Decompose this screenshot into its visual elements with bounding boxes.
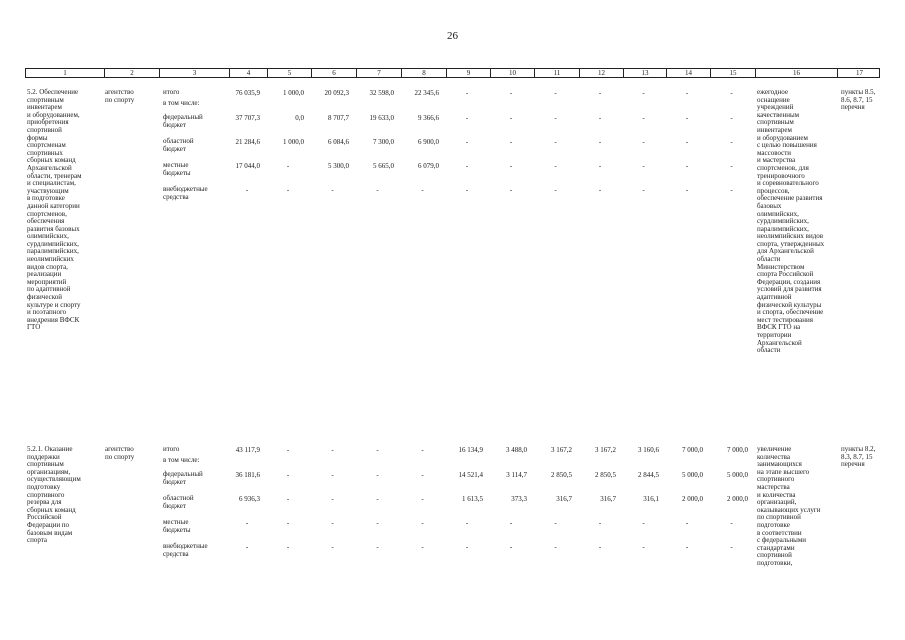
value-cell: - xyxy=(465,543,469,551)
value-cell: - xyxy=(730,519,733,527)
column-header-13: 13 xyxy=(623,69,666,77)
value-cell: - xyxy=(509,138,513,146)
column-header-14: 14 xyxy=(666,69,710,77)
value-cell: - xyxy=(598,114,602,122)
value-cell: - xyxy=(509,89,513,97)
value-cell: 2 850,5 xyxy=(551,471,572,479)
column-header-7: 7 xyxy=(356,69,401,77)
value-cell: - xyxy=(421,446,424,454)
value-cell: 14 521,4 xyxy=(458,471,483,479)
value-cell: 22 345,6 xyxy=(414,89,439,97)
value-cell: - xyxy=(730,186,733,194)
funding-source: в том числе: xyxy=(163,99,200,107)
funding-source: местные бюджеты xyxy=(163,518,191,534)
column-header-6: 6 xyxy=(311,69,356,77)
value-cell: - xyxy=(685,543,689,551)
column-header-2: 2 xyxy=(104,69,159,77)
value-cell: - xyxy=(685,162,689,170)
value-cell: - xyxy=(554,114,557,122)
value-cell: - xyxy=(598,543,602,551)
value-cell: 7 000,0 xyxy=(682,446,703,454)
page-number: 26 xyxy=(447,30,458,42)
measure-title: 5.2.1. Оказание поддержки спортивным организациям, осуществляющим подготовку спортивного резерва для сборных команд Российской Федерации по базовым видам спорта xyxy=(27,445,81,545)
expected-result: увеличение количества занимающихся на этапе высшего спортивного мастерства и количества организаций, оказывающих услуги по спортивной подготовке в соответствии с федеральными стандартами спортивной подготовки, xyxy=(757,445,821,567)
column-header-3: 3 xyxy=(159,69,229,77)
value-cell: - xyxy=(286,519,290,527)
value-cell: 5 665,0 xyxy=(373,162,394,170)
value-cell: 3 167,2 xyxy=(551,446,572,454)
value-cell: - xyxy=(286,543,290,551)
value-cell: - xyxy=(286,495,290,503)
column-header-16: 16 xyxy=(755,69,837,77)
value-cell: 32 598,0 xyxy=(369,89,394,97)
value-cell: 373,3 xyxy=(511,495,527,503)
value-cell: - xyxy=(598,186,602,194)
value-cell: 3 488,0 xyxy=(506,446,527,454)
column-header-4: 4 xyxy=(229,69,267,77)
value-cell: - xyxy=(245,186,249,194)
value-cell: 5 000,0 xyxy=(727,471,748,479)
value-cell: 37 707,3 xyxy=(235,114,260,122)
column-header-11: 11 xyxy=(534,69,579,77)
column-header-12: 12 xyxy=(579,69,623,77)
value-cell: - xyxy=(421,519,424,527)
value-cell: 6 079,0 xyxy=(418,162,439,170)
value-cell: - xyxy=(642,543,645,551)
value-cell: - xyxy=(598,519,602,527)
value-cell: 6 936,3 xyxy=(239,495,260,503)
funding-source: местные бюджеты xyxy=(163,161,191,177)
column-header-17: 17 xyxy=(837,69,881,77)
value-cell: 36 181,6 xyxy=(235,471,260,479)
value-cell: - xyxy=(598,162,602,170)
value-cell: - xyxy=(286,446,290,454)
value-cell: - xyxy=(286,162,290,170)
value-cell: - xyxy=(376,495,379,503)
value-cell: - xyxy=(554,186,557,194)
value-cell: - xyxy=(509,519,513,527)
value-cell: - xyxy=(331,495,334,503)
column-number-header xyxy=(25,68,880,78)
value-cell: - xyxy=(376,471,379,479)
value-cell: - xyxy=(465,519,469,527)
column-header-10: 10 xyxy=(490,69,534,77)
value-cell: 3 167,2 xyxy=(595,446,616,454)
value-cell: 21 284,6 xyxy=(235,138,260,146)
value-cell: - xyxy=(730,114,733,122)
funding-source: итого xyxy=(163,88,180,96)
value-cell: 2 000,0 xyxy=(727,495,748,503)
value-cell: 6 900,0 xyxy=(418,138,439,146)
value-cell: - xyxy=(685,89,689,97)
value-cell: - xyxy=(509,162,513,170)
value-cell: 316,1 xyxy=(643,495,659,503)
value-cell: - xyxy=(642,162,645,170)
value-cell: - xyxy=(465,186,469,194)
value-cell: - xyxy=(331,186,334,194)
value-cell: 17 044,0 xyxy=(235,162,260,170)
value-cell: - xyxy=(465,89,469,97)
value-cell: - xyxy=(730,138,733,146)
value-cell: 2 000,0 xyxy=(682,495,703,503)
value-cell: 316,7 xyxy=(600,495,616,503)
measure-title: 5.2. Обеспечение спортивным инвентарем и оборудованием, приобретения спортивной формы спортсменам спортивных сборных команд Архангельской области, тренерам и специалистам, участвующим в подготовке данной категории спортсменов, обеспечения развития базовых олимпийских, сурдлимпийских, паралимпийских, неолимпийских видов спорта, реализации мероприятий по адаптивной физической культуре и спорту и поэтапного внедрения ВФСК ГТО xyxy=(27,88,82,332)
value-cell: 20 092,3 xyxy=(324,89,349,97)
value-cell: - xyxy=(331,543,334,551)
column-header-15: 15 xyxy=(710,69,755,77)
value-cell: - xyxy=(730,543,733,551)
value-cell: 9 366,6 xyxy=(418,114,439,122)
column-header-8: 8 xyxy=(401,69,446,77)
funding-source: федеральный бюджет xyxy=(163,113,203,129)
value-cell: 2 850,5 xyxy=(595,471,616,479)
value-cell: 19 633,0 xyxy=(369,114,394,122)
value-cell: 5 300,0 xyxy=(328,162,349,170)
column-header-9: 9 xyxy=(446,69,490,77)
column-header-1: 1 xyxy=(63,69,67,77)
value-cell: - xyxy=(245,543,249,551)
value-cell: - xyxy=(598,89,602,97)
value-cell: 76 035,9 xyxy=(235,89,260,97)
measure-executor: агентство по спорту xyxy=(105,88,135,104)
value-cell: 7 300,0 xyxy=(373,138,394,146)
value-cell: - xyxy=(286,471,290,479)
value-cell: - xyxy=(465,162,469,170)
funding-source: областной бюджет xyxy=(163,494,194,510)
program-points: пункты 8.2, 8.3, 8.7, 15 перечня xyxy=(841,445,876,469)
value-cell: 1 000,0 xyxy=(283,89,304,97)
value-cell: - xyxy=(685,114,689,122)
value-cell: - xyxy=(685,519,689,527)
value-cell: 316,7 xyxy=(556,495,572,503)
value-cell: - xyxy=(421,186,424,194)
value-cell: 1 000,0 xyxy=(283,138,304,146)
value-cell: - xyxy=(509,186,513,194)
value-cell: - xyxy=(554,543,557,551)
value-cell: - xyxy=(509,114,513,122)
value-cell: - xyxy=(642,114,645,122)
value-cell: - xyxy=(376,519,379,527)
value-cell: - xyxy=(685,186,689,194)
value-cell: - xyxy=(598,138,602,146)
value-cell: - xyxy=(331,446,334,454)
value-cell: - xyxy=(685,138,689,146)
value-cell: - xyxy=(245,519,249,527)
funding-source: итого xyxy=(163,445,180,453)
value-cell: 0,0 xyxy=(295,114,304,122)
value-cell: - xyxy=(421,471,424,479)
funding-source: федеральный бюджет xyxy=(163,470,203,486)
value-cell: 3 114,7 xyxy=(506,471,527,479)
value-cell: 1 613,5 xyxy=(462,495,483,503)
value-cell: - xyxy=(286,186,290,194)
value-cell: - xyxy=(509,543,513,551)
value-cell: 16 134,9 xyxy=(458,446,483,454)
program-points: пункты 8.5, 8.6, 8.7, 15 перечня xyxy=(841,88,876,112)
value-cell: 7 000,0 xyxy=(727,446,748,454)
value-cell: - xyxy=(421,495,424,503)
value-cell: 6 084,6 xyxy=(328,138,349,146)
value-cell: 3 160,6 xyxy=(638,446,659,454)
value-cell: - xyxy=(554,138,557,146)
funding-source: внебюджетные средства xyxy=(163,542,208,558)
value-cell: - xyxy=(642,138,645,146)
value-cell: - xyxy=(331,471,334,479)
value-cell: - xyxy=(642,89,645,97)
value-cell: - xyxy=(465,114,469,122)
value-cell: - xyxy=(376,446,379,454)
value-cell: - xyxy=(642,519,645,527)
funding-source: в том числе: xyxy=(163,456,200,464)
value-cell: - xyxy=(421,543,424,551)
value-cell: - xyxy=(730,89,733,97)
value-cell: 2 844,5 xyxy=(638,471,659,479)
value-cell: - xyxy=(554,519,557,527)
value-cell: - xyxy=(331,519,334,527)
value-cell: - xyxy=(642,186,645,194)
value-cell: - xyxy=(465,138,469,146)
value-cell: - xyxy=(554,89,557,97)
funding-source: областной бюджет xyxy=(163,137,194,153)
value-cell: - xyxy=(376,186,379,194)
value-cell: 5 000,0 xyxy=(682,471,703,479)
expected-result: ежегодное оснащение учреждений качественным спортивным инвентарем и оборудованием с целью повышения массовости и мастерства спортсменов, для тренировочного и соревновательного процессов, обеспечение развития базовых олимпийских, сурдлимпийских, паралимпийских, неолимпийских видов спорта, утвержденных для Архангельской области Министерством спорта Российской Федерации, создания условий для развития адаптивной физической культуры и спорта, обеспечение мест тестирования ВФСК ГТО на территории Архангельской области xyxy=(757,88,825,355)
value-cell: 43 117,9 xyxy=(235,446,260,454)
funding-source: внебюджетные средства xyxy=(163,185,208,201)
column-header-5: 5 xyxy=(267,69,311,77)
value-cell: - xyxy=(554,162,557,170)
value-cell: 8 707,7 xyxy=(328,114,349,122)
measure-executor: агентство по спорту xyxy=(105,445,135,461)
value-cell: - xyxy=(730,162,733,170)
value-cell: - xyxy=(376,543,379,551)
